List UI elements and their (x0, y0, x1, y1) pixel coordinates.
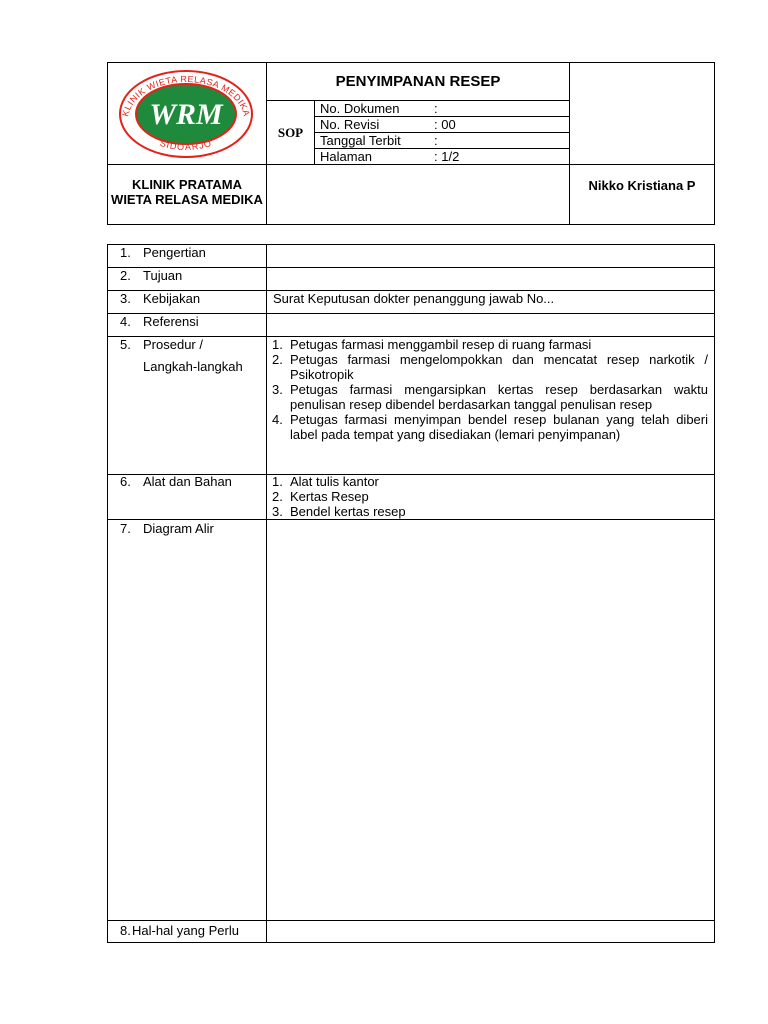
row-label-hal: Hal-hal yang Perlu (132, 923, 239, 938)
field-label: Halaman (320, 149, 373, 164)
row-label-referensi: Referensi (143, 314, 199, 329)
row-divider (107, 519, 715, 520)
clinic-name: KLINIK PRATAMA WIETA RELASA MEDIKA (111, 177, 263, 207)
row-label-langkah: Langkah-langkah (143, 359, 243, 374)
row-divider (107, 920, 715, 921)
content-divider (266, 244, 267, 943)
row-label-alat: Alat dan Bahan (143, 474, 232, 489)
row-divider (107, 267, 715, 268)
field-label: No. Dokumen (320, 101, 400, 116)
row-label-tujuan: Tujuan (143, 268, 183, 283)
row-number: 2. (120, 268, 131, 283)
row-label-diagram: Diagram Alir (143, 521, 214, 536)
list-item: 1. Alat tulis kantor (272, 474, 379, 489)
signer-name: Nikko Kristiana P (588, 178, 696, 193)
procedure-list (268, 337, 708, 442)
tools-list (268, 474, 708, 519)
row-label-pengertian: Pengertian (143, 245, 206, 260)
row-number: 7. (120, 521, 131, 536)
row-number: 6. (120, 474, 131, 489)
row-number: 3. (120, 291, 131, 306)
header-divider (569, 62, 570, 225)
logo-bottom-text: SIDOARJO (158, 137, 214, 153)
row-label-kebijakan: Kebijakan (143, 291, 201, 306)
field-value: : 1/2 (434, 149, 460, 164)
row-number: 5. (120, 337, 131, 352)
sop-label: SOP (277, 124, 304, 140)
row-number: 1. (120, 245, 131, 260)
row-number: 4. (120, 314, 131, 329)
list-item: 2. Kertas Resep (272, 489, 369, 504)
header-divider (107, 164, 715, 165)
logo-monogram: WRM (149, 98, 223, 131)
field-label: No. Revisi (320, 117, 380, 132)
list-item: 4. Petugas farmasi menyimpan bendel resep bulanan yang telah diberi label pada tempat yang disediakan (lemari penyimpanan) (272, 412, 708, 442)
field-value: : (434, 101, 438, 116)
list-item: 3. Petugas farmasi mengarsipkan kertas resep berdasarkan waktu penulisan resep dibendel berdasarkan tanggal penulisan resep (272, 382, 708, 412)
list-item: 3. Bendel kertas resep (272, 504, 406, 519)
clinic-logo (116, 68, 256, 160)
field-value: : 00 (434, 117, 456, 132)
row-number: 8. (120, 923, 131, 938)
logo-arc-text: KLINIK WIETA RELASA MEDIKA (120, 73, 252, 118)
list-item: 2. Petugas farmasi mengelompokkan dan mencatat resep narkotik / Psikotropik (272, 352, 708, 382)
field-value: : (434, 133, 438, 148)
kebijakan-content: Surat Keputusan dokter penanggung jawab No... (273, 291, 555, 306)
document-title: PENYIMPANAN RESEP (335, 73, 501, 90)
list-item: 1. Petugas farmasi menggambil resep di ruang farmasi (272, 337, 592, 352)
field-label: Tanggal Terbit (320, 133, 401, 148)
row-label-prosedur: Prosedur / (143, 337, 203, 352)
